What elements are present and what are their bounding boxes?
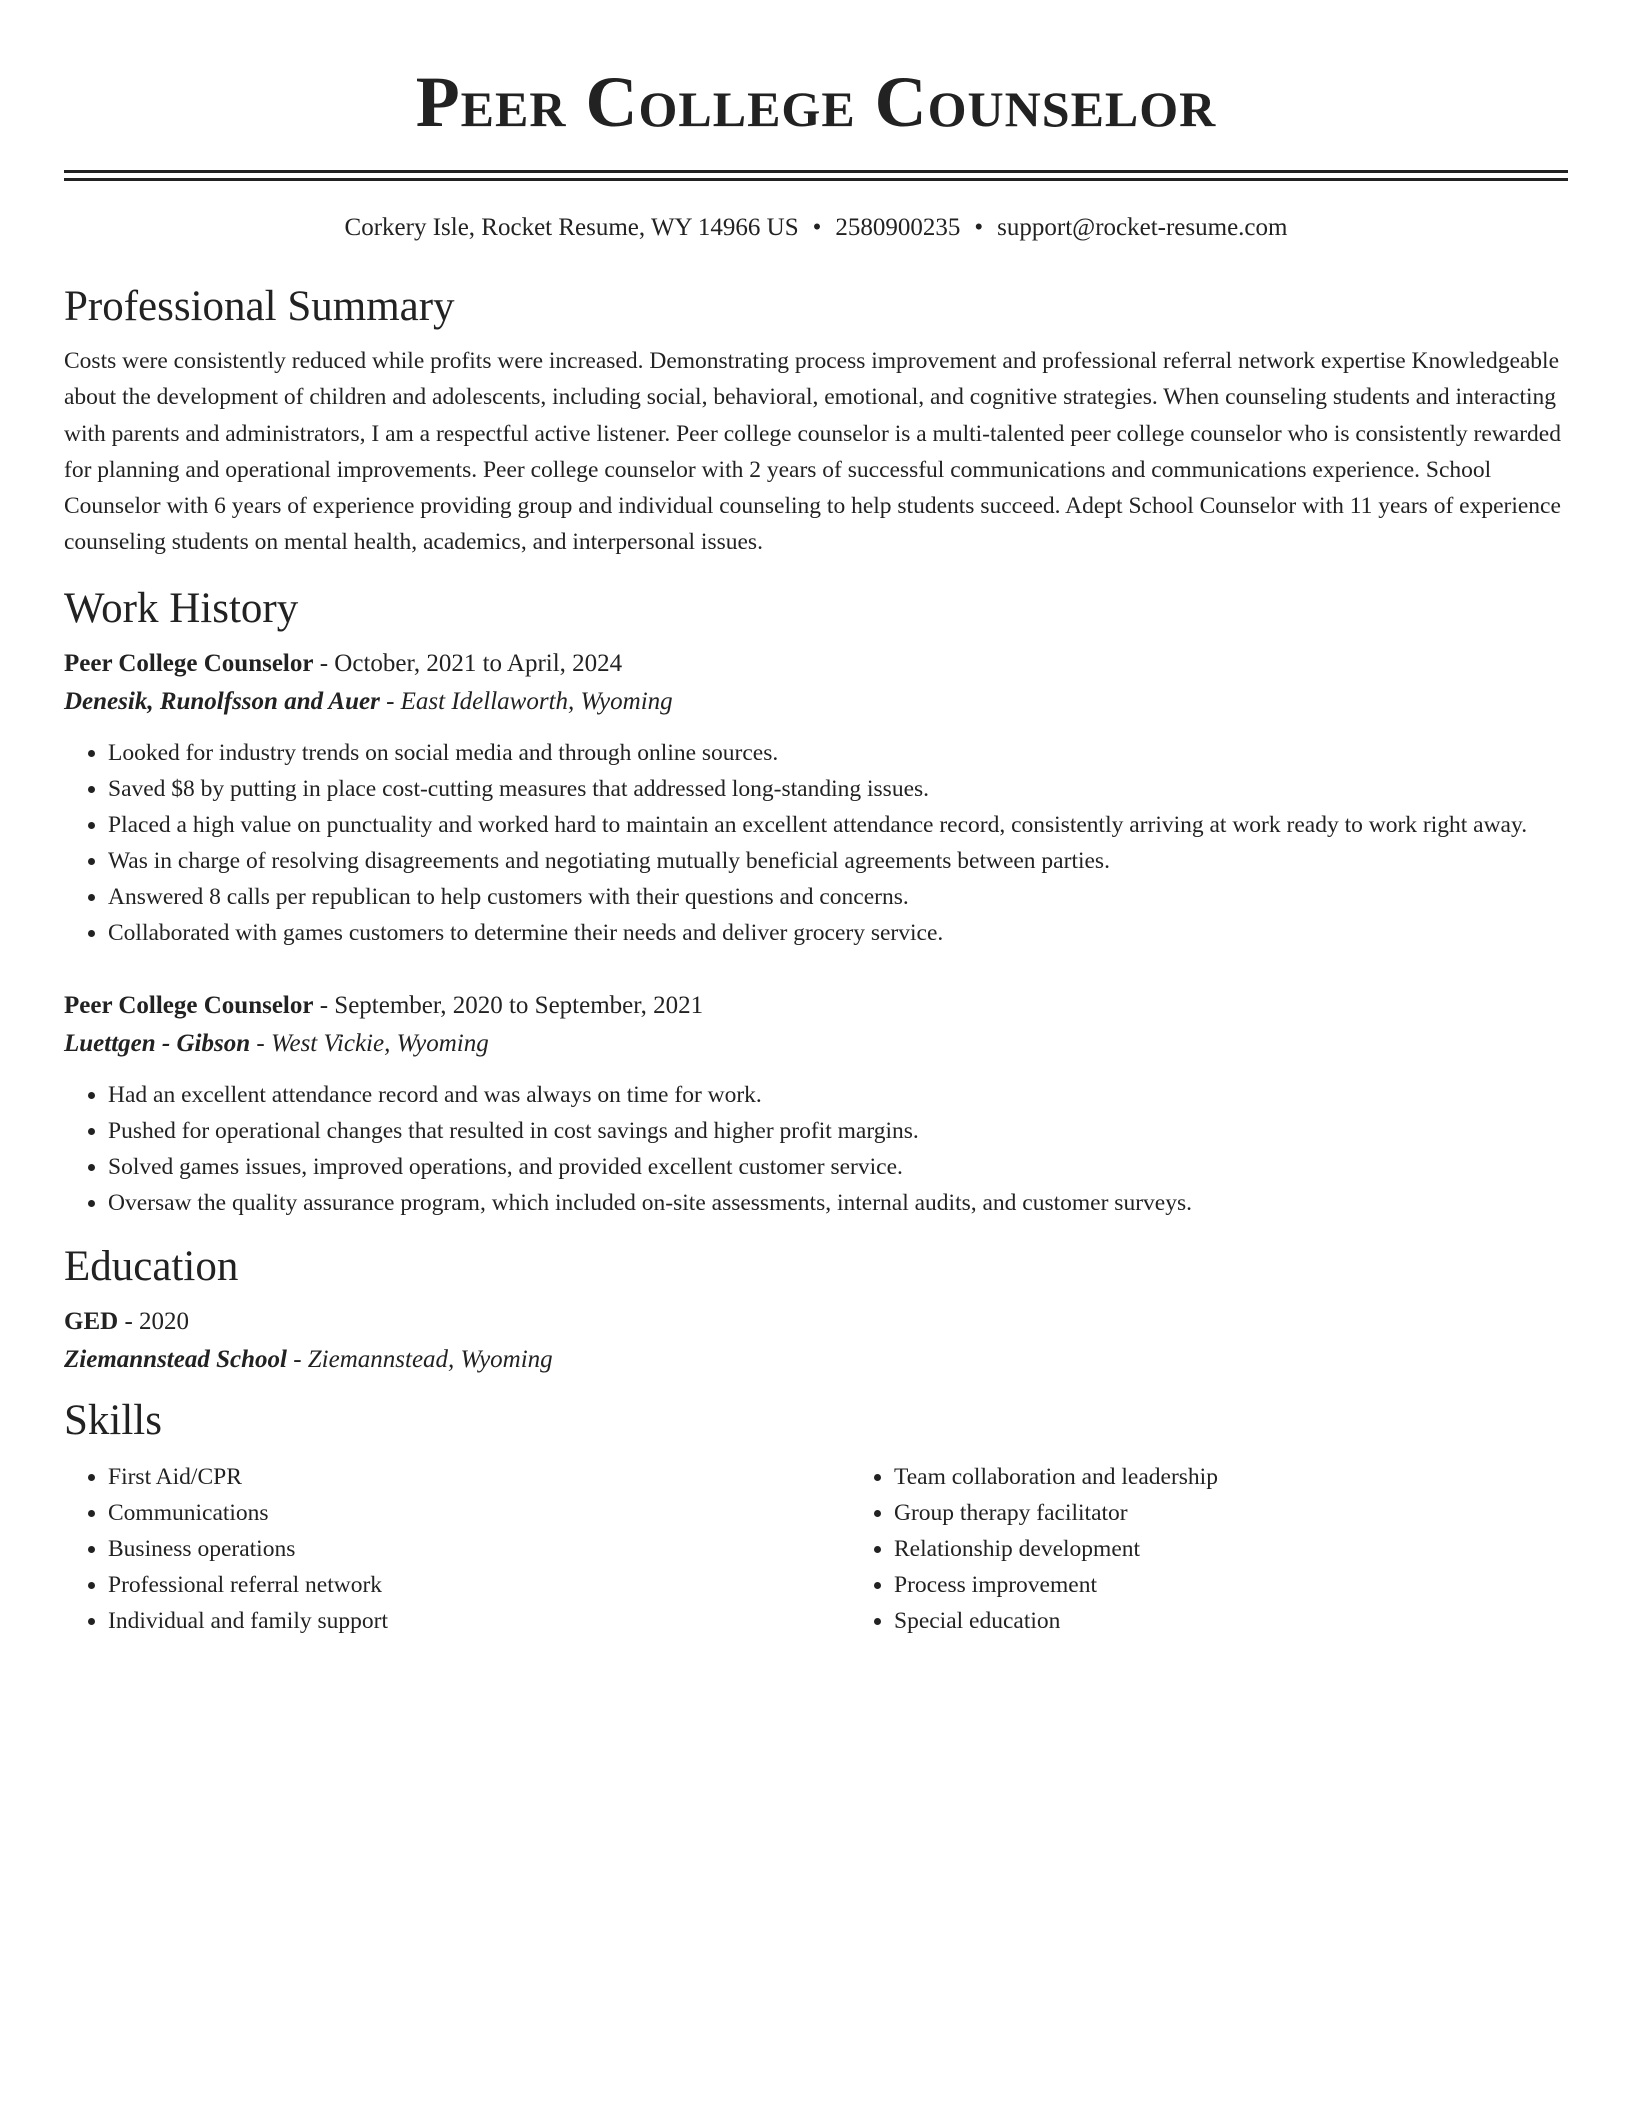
header-double-rule bbox=[64, 170, 1568, 181]
contact-separator: • bbox=[974, 214, 984, 241]
contact-line bbox=[64, 211, 1568, 245]
professional-summary-section bbox=[64, 281, 1568, 561]
list-item: • Solved games issues, improved operations, and provided excellent customer service. bbox=[108, 1149, 1568, 1185]
job-title-line bbox=[64, 987, 1568, 1025]
list-item: • Placed a high value on punctuality and worked hard to maintain an excellent attendance record, consistently arriving at work ready to work right away. bbox=[108, 807, 1568, 843]
job-bullets bbox=[64, 735, 1568, 951]
skill-item: • First Aid/CPR bbox=[108, 1459, 850, 1495]
skill-item: • Relationship development bbox=[894, 1531, 1632, 1567]
education-school: Ziemannstead School bbox=[64, 1345, 287, 1373]
job-dates: - September, 2020 to September, 2021 bbox=[313, 991, 704, 1019]
skill-item: • Special education bbox=[894, 1603, 1632, 1639]
skill-item: • Group therapy facilitator bbox=[894, 1495, 1632, 1531]
skill-item: • Business operations bbox=[108, 1531, 850, 1567]
list-item: • Pushed for operational changes that resulted in cost savings and higher profit margins. bbox=[108, 1113, 1568, 1149]
job-company-line bbox=[64, 683, 1568, 721]
skills-section bbox=[64, 1395, 1568, 1639]
list-item: • Looked for industry trends on social media and through online sources. bbox=[108, 735, 1568, 771]
job-company: Denesik, Runolfsson and Auer bbox=[64, 687, 380, 715]
skill-item: • Professional referral network bbox=[108, 1567, 850, 1603]
section-title-skills: Skills bbox=[64, 1396, 162, 1444]
education-location: - Ziemannstead, Wyoming bbox=[286, 1345, 553, 1373]
job-bullets bbox=[64, 1077, 1568, 1221]
list-item: • Had an excellent attendance record and was always on time for work. bbox=[108, 1077, 1568, 1113]
skill-item: • Communications bbox=[108, 1495, 850, 1531]
list-item: • Was in charge of resolving disagreements and negotiating mutually beneficial agreements between parties. bbox=[108, 843, 1568, 879]
list-item: • Answered 8 calls per republican to help customers with their questions and concerns. bbox=[108, 879, 1568, 915]
resume-name: Peer College Counselor bbox=[415, 62, 1217, 142]
job-company: Luettgen - Gibson bbox=[64, 1029, 251, 1057]
summary-text: Costs were consistently reduced while profits were increased. Demonstrating process improvement and professional referral network expertise Knowledgeable about the development of children and adolescents, including social, behavioral, emotional, and cognitive strategies. When counseling students and interacting with parents and administrators, I am a respectful active listener. Peer college counselor is a multi-talented peer college counselor who is consistently rewarded for planning and operational improvements. Peer college counselor with 2 years of successful communications and communications experience. School Counselor with 6 years of experience providing group and individual counseling to help students succeed. Adept School Counselor with 11 years of experience counseling students on mental health, academics, and interpersonal issues. bbox=[64, 348, 1561, 556]
job-role: Peer College Counselor bbox=[64, 991, 314, 1019]
education-degree-line bbox=[64, 1303, 1568, 1341]
list-item: • Collaborated with games customers to determine their needs and deliver grocery service. bbox=[108, 915, 1568, 951]
contact-phone: 2580900235 bbox=[835, 214, 961, 241]
skills-columns bbox=[64, 1459, 1568, 1639]
job-company-line bbox=[64, 1025, 1568, 1063]
job-entry bbox=[64, 987, 1568, 1221]
section-title-summary: Professional Summary bbox=[64, 283, 455, 330]
work-history-section bbox=[64, 583, 1568, 1221]
education-year: - 2020 bbox=[118, 1307, 190, 1335]
job-location: - East Idellaworth, Wyoming bbox=[379, 687, 673, 715]
job-dates: - October, 2021 to April, 2024 bbox=[313, 649, 623, 677]
job-role: Peer College Counselor bbox=[64, 649, 314, 677]
contact-separator: • bbox=[812, 214, 822, 241]
skill-item: • Individual and family support bbox=[108, 1603, 850, 1639]
contact-email: support@rocket-resume.com bbox=[997, 214, 1288, 241]
education-degree: GED bbox=[64, 1307, 119, 1335]
contact-address: Corkery Isle, Rocket Resume, WY 14966 US bbox=[344, 214, 799, 241]
list-item: • Saved $8 by putting in place cost-cutting measures that addressed long-standing issues. bbox=[108, 771, 1568, 807]
skills-list-left bbox=[64, 1459, 850, 1639]
job-title-line bbox=[64, 645, 1568, 683]
list-item: • Oversaw the quality assurance program, which included on-site assessments, internal audits, and customer surveys. bbox=[108, 1185, 1568, 1221]
skill-item: • Team collaboration and leadership bbox=[894, 1459, 1632, 1495]
job-location: - West Vickie, Wyoming bbox=[250, 1029, 489, 1057]
education-section bbox=[64, 1241, 1568, 1379]
section-title-education: Education bbox=[64, 1242, 239, 1290]
job-entry bbox=[64, 645, 1568, 951]
skill-item: • Process improvement bbox=[894, 1567, 1632, 1603]
section-title-work: Work History bbox=[64, 584, 299, 632]
skills-list-right bbox=[850, 1459, 1632, 1639]
education-school-line bbox=[64, 1341, 1568, 1379]
education-entry bbox=[64, 1303, 1568, 1379]
